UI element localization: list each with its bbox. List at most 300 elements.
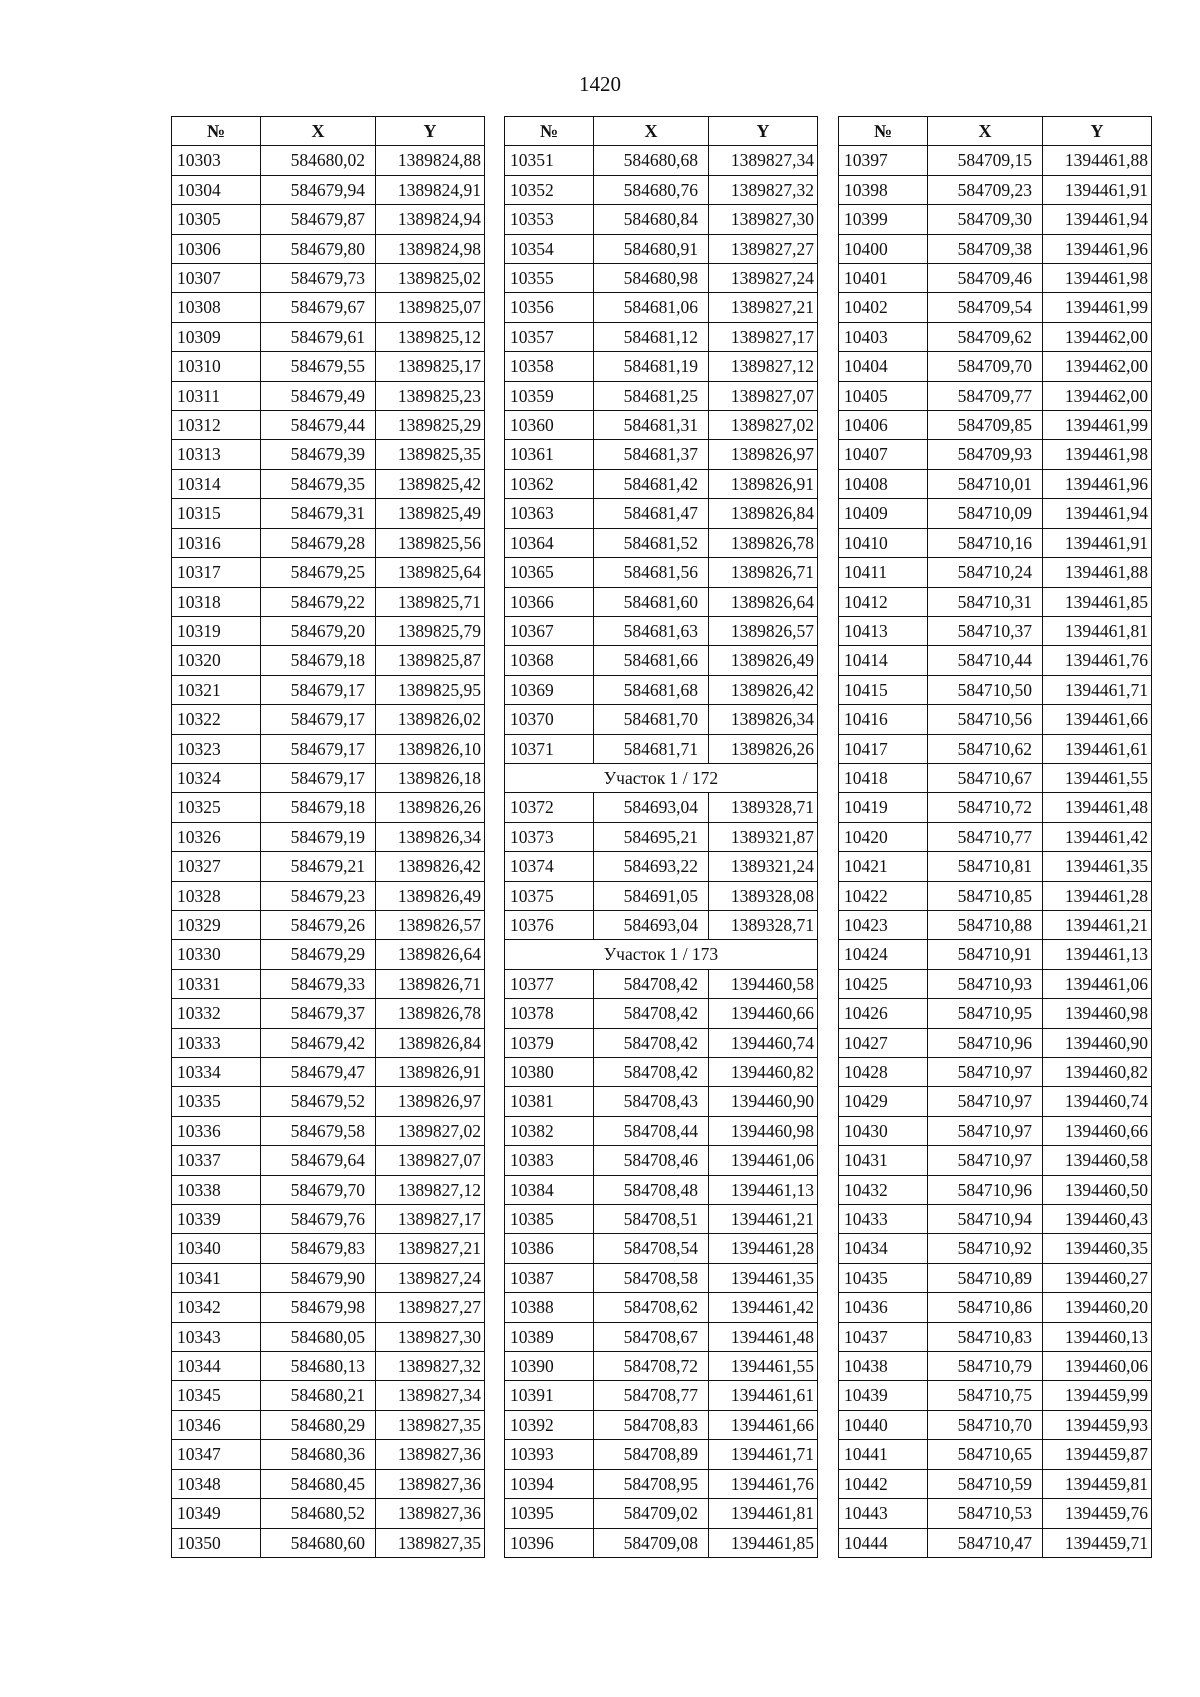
x-coordinate-cell: 584679,42 <box>261 1028 376 1057</box>
point-number-cell: 10441 <box>839 1440 928 1469</box>
x-coordinate-cell: 584679,37 <box>261 999 376 1028</box>
y-coordinate-cell: 1394460,35 <box>1043 1234 1152 1263</box>
table-row <box>172 881 485 910</box>
header-y: Y <box>1043 117 1152 146</box>
point-number-cell: 10352 <box>505 175 594 204</box>
x-coordinate-cell: 584681,19 <box>594 352 709 381</box>
point-number-cell: 10358 <box>505 352 594 381</box>
point-number-cell: 10341 <box>172 1263 261 1292</box>
point-number-cell: 10426 <box>839 999 928 1028</box>
point-number-cell: 10405 <box>839 381 928 410</box>
x-coordinate-cell: 584679,80 <box>261 234 376 263</box>
y-coordinate-cell: 1389826,91 <box>709 469 818 498</box>
point-number-cell: 10412 <box>839 587 928 616</box>
table-row <box>172 1087 485 1116</box>
table-row <box>839 587 1152 616</box>
y-coordinate-cell: 1394461,35 <box>709 1263 818 1292</box>
x-coordinate-cell: 584681,37 <box>594 440 709 469</box>
x-coordinate-cell: 584679,29 <box>261 940 376 969</box>
x-coordinate-cell: 584679,17 <box>261 763 376 792</box>
table-row <box>505 440 818 469</box>
point-number-cell: 10414 <box>839 646 928 675</box>
table-row <box>505 1440 818 1469</box>
table-row <box>505 1469 818 1498</box>
point-number-cell: 10359 <box>505 381 594 410</box>
table-row <box>505 469 818 498</box>
coordinates-table-3 <box>838 116 1152 1558</box>
y-coordinate-cell: 1389827,30 <box>709 205 818 234</box>
x-coordinate-cell: 584695,21 <box>594 822 709 851</box>
table-row <box>839 469 1152 498</box>
table-row <box>172 1410 485 1439</box>
point-number-cell: 10328 <box>172 881 261 910</box>
table-row <box>839 411 1152 440</box>
table-row <box>172 1293 485 1322</box>
table-row <box>839 1499 1152 1528</box>
point-number-cell: 10404 <box>839 352 928 381</box>
x-coordinate-cell: 584709,02 <box>594 1499 709 1528</box>
point-number-cell: 10324 <box>172 763 261 792</box>
x-coordinate-cell: 584710,59 <box>928 1469 1043 1498</box>
point-number-cell: 10411 <box>839 558 928 587</box>
x-coordinate-cell: 584709,85 <box>928 411 1043 440</box>
header-y: Y <box>709 117 818 146</box>
table-row <box>172 1028 485 1057</box>
table-row <box>839 558 1152 587</box>
point-number-cell: 10356 <box>505 293 594 322</box>
x-coordinate-cell: 584708,72 <box>594 1352 709 1381</box>
y-coordinate-cell: 1389328,71 <box>709 910 818 939</box>
point-number-cell: 10408 <box>839 469 928 498</box>
point-number-cell: 10344 <box>172 1352 261 1381</box>
table-row <box>505 1352 818 1381</box>
table-row <box>839 1528 1152 1557</box>
point-number-cell: 10415 <box>839 675 928 704</box>
x-coordinate-cell: 584710,65 <box>928 1440 1043 1469</box>
y-coordinate-cell: 1389827,32 <box>709 175 818 204</box>
x-coordinate-cell: 584709,23 <box>928 175 1043 204</box>
y-coordinate-cell: 1394461,91 <box>1043 175 1152 204</box>
table-row <box>172 1205 485 1234</box>
point-number-cell: 10355 <box>505 264 594 293</box>
point-number-cell: 10369 <box>505 675 594 704</box>
table-row <box>505 793 818 822</box>
x-coordinate-cell: 584708,83 <box>594 1410 709 1439</box>
y-coordinate-cell: 1389328,71 <box>709 793 818 822</box>
point-number-cell: 10362 <box>505 469 594 498</box>
table-row <box>839 1381 1152 1410</box>
table-header-row <box>505 117 818 146</box>
y-coordinate-cell: 1394461,13 <box>1043 940 1152 969</box>
table-row <box>172 1440 485 1469</box>
point-number-cell: 10433 <box>839 1205 928 1234</box>
table-row <box>839 528 1152 557</box>
table-row <box>505 1087 818 1116</box>
point-number-cell: 10365 <box>505 558 594 587</box>
table-row <box>172 352 485 381</box>
point-number-cell: 10303 <box>172 146 261 175</box>
point-number-cell: 10321 <box>172 675 261 704</box>
x-coordinate-cell: 584708,48 <box>594 1175 709 1204</box>
y-coordinate-cell: 1389827,07 <box>709 381 818 410</box>
x-coordinate-cell: 584681,71 <box>594 734 709 763</box>
x-coordinate-cell: 584679,35 <box>261 469 376 498</box>
point-number-cell: 10311 <box>172 381 261 410</box>
point-number-cell: 10438 <box>839 1352 928 1381</box>
y-coordinate-cell: 1394461,35 <box>1043 852 1152 881</box>
y-coordinate-cell: 1389827,30 <box>376 1322 485 1351</box>
point-number-cell: 10354 <box>505 234 594 263</box>
x-coordinate-cell: 584693,04 <box>594 910 709 939</box>
y-coordinate-cell: 1389825,95 <box>376 675 485 704</box>
x-coordinate-cell: 584710,70 <box>928 1410 1043 1439</box>
table-row <box>839 352 1152 381</box>
x-coordinate-cell: 584680,76 <box>594 175 709 204</box>
y-coordinate-cell: 1389824,91 <box>376 175 485 204</box>
y-coordinate-cell: 1394460,82 <box>709 1058 818 1087</box>
table-row <box>172 1175 485 1204</box>
point-number-cell: 10337 <box>172 1146 261 1175</box>
x-coordinate-cell: 584680,05 <box>261 1322 376 1351</box>
x-coordinate-cell: 584709,70 <box>928 352 1043 381</box>
point-number-cell: 10428 <box>839 1058 928 1087</box>
y-coordinate-cell: 1394461,71 <box>709 1440 818 1469</box>
x-coordinate-cell: 584679,67 <box>261 293 376 322</box>
table-row <box>505 1293 818 1322</box>
table-row <box>839 205 1152 234</box>
point-number-cell: 10326 <box>172 822 261 851</box>
table-row <box>172 1499 485 1528</box>
table-row <box>505 852 818 881</box>
point-number-cell: 10345 <box>172 1381 261 1410</box>
y-coordinate-cell: 1394461,98 <box>1043 264 1152 293</box>
y-coordinate-cell: 1389827,24 <box>376 1263 485 1292</box>
table-row <box>839 322 1152 351</box>
table-row <box>172 146 485 175</box>
x-coordinate-cell: 584680,60 <box>261 1528 376 1557</box>
point-number-cell: 10389 <box>505 1322 594 1351</box>
point-number-cell: 10334 <box>172 1058 261 1087</box>
table-row <box>505 381 818 410</box>
point-number-cell: 10432 <box>839 1175 928 1204</box>
header-x: X <box>261 117 376 146</box>
x-coordinate-cell: 584710,95 <box>928 999 1043 1028</box>
table-row <box>172 234 485 263</box>
x-coordinate-cell: 584681,42 <box>594 469 709 498</box>
x-coordinate-cell: 584679,17 <box>261 734 376 763</box>
x-coordinate-cell: 584680,84 <box>594 205 709 234</box>
point-number-cell: 10353 <box>505 205 594 234</box>
table-row <box>172 1146 485 1175</box>
x-coordinate-cell: 584679,17 <box>261 675 376 704</box>
table-row <box>839 616 1152 645</box>
point-number-cell: 10305 <box>172 205 261 234</box>
table-row <box>505 999 818 1028</box>
x-coordinate-cell: 584680,68 <box>594 146 709 175</box>
y-coordinate-cell: 1389827,12 <box>376 1175 485 1204</box>
y-coordinate-cell: 1389826,71 <box>376 969 485 998</box>
y-coordinate-cell: 1394461,48 <box>1043 793 1152 822</box>
point-number-cell: 10425 <box>839 969 928 998</box>
table-row <box>172 440 485 469</box>
table-row <box>839 1469 1152 1498</box>
table-row <box>505 264 818 293</box>
x-coordinate-cell: 584679,18 <box>261 646 376 675</box>
y-coordinate-cell: 1394460,58 <box>709 969 818 998</box>
x-coordinate-cell: 584679,19 <box>261 822 376 851</box>
y-coordinate-cell: 1394461,99 <box>1043 293 1152 322</box>
section-row <box>505 763 818 792</box>
x-coordinate-cell: 584709,15 <box>928 146 1043 175</box>
table-row <box>839 1263 1152 1292</box>
y-coordinate-cell: 1389827,17 <box>376 1205 485 1234</box>
x-coordinate-cell: 584710,96 <box>928 1028 1043 1057</box>
point-number-cell: 10349 <box>172 1499 261 1528</box>
point-number-cell: 10421 <box>839 852 928 881</box>
x-coordinate-cell: 584708,67 <box>594 1322 709 1351</box>
point-number-cell: 10435 <box>839 1263 928 1292</box>
y-coordinate-cell: 1394461,76 <box>1043 646 1152 675</box>
table-row <box>172 175 485 204</box>
x-coordinate-cell: 584710,81 <box>928 852 1043 881</box>
y-coordinate-cell: 1389826,26 <box>376 793 485 822</box>
table-row <box>839 940 1152 969</box>
x-coordinate-cell: 584679,58 <box>261 1116 376 1145</box>
y-coordinate-cell: 1394461,21 <box>1043 910 1152 939</box>
table-row <box>505 1028 818 1057</box>
x-coordinate-cell: 584708,42 <box>594 1028 709 1057</box>
point-number-cell: 10318 <box>172 587 261 616</box>
y-coordinate-cell: 1394462,00 <box>1043 352 1152 381</box>
y-coordinate-cell: 1389825,56 <box>376 528 485 557</box>
y-coordinate-cell: 1389826,97 <box>376 1087 485 1116</box>
x-coordinate-cell: 584679,25 <box>261 558 376 587</box>
y-coordinate-cell: 1389827,17 <box>709 322 818 351</box>
y-coordinate-cell: 1389825,17 <box>376 352 485 381</box>
y-coordinate-cell: 1389826,34 <box>376 822 485 851</box>
point-number-cell: 10417 <box>839 734 928 763</box>
table-row <box>505 646 818 675</box>
table-row <box>839 175 1152 204</box>
point-number-cell: 10320 <box>172 646 261 675</box>
table-row <box>839 1175 1152 1204</box>
point-number-cell: 10393 <box>505 1440 594 1469</box>
y-coordinate-cell: 1394460,20 <box>1043 1293 1152 1322</box>
y-coordinate-cell: 1389827,36 <box>376 1499 485 1528</box>
x-coordinate-cell: 584679,98 <box>261 1293 376 1322</box>
header-x: X <box>928 117 1043 146</box>
point-number-cell: 10376 <box>505 910 594 939</box>
y-coordinate-cell: 1389827,35 <box>376 1410 485 1439</box>
x-coordinate-cell: 584709,77 <box>928 381 1043 410</box>
x-coordinate-cell: 584709,38 <box>928 234 1043 263</box>
table-row <box>839 852 1152 881</box>
y-coordinate-cell: 1394460,50 <box>1043 1175 1152 1204</box>
y-coordinate-cell: 1389827,35 <box>376 1528 485 1557</box>
y-coordinate-cell: 1394459,99 <box>1043 1381 1152 1410</box>
x-coordinate-cell: 584679,49 <box>261 381 376 410</box>
point-number-cell: 10368 <box>505 646 594 675</box>
point-number-cell: 10367 <box>505 616 594 645</box>
point-number-cell: 10312 <box>172 411 261 440</box>
x-coordinate-cell: 584710,44 <box>928 646 1043 675</box>
table-row <box>172 1381 485 1410</box>
y-coordinate-cell: 1394460,82 <box>1043 1058 1152 1087</box>
table-row <box>505 558 818 587</box>
table-row <box>172 528 485 557</box>
y-coordinate-cell: 1389825,42 <box>376 469 485 498</box>
x-coordinate-cell: 584680,02 <box>261 146 376 175</box>
point-number-cell: 10397 <box>839 146 928 175</box>
point-number-cell: 10370 <box>505 705 594 734</box>
x-coordinate-cell: 584709,30 <box>928 205 1043 234</box>
point-number-cell: 10406 <box>839 411 928 440</box>
table-row <box>839 822 1152 851</box>
y-coordinate-cell: 1394460,27 <box>1043 1263 1152 1292</box>
point-number-cell: 10440 <box>839 1410 928 1439</box>
y-coordinate-cell: 1394461,98 <box>1043 440 1152 469</box>
point-number-cell: 10332 <box>172 999 261 1028</box>
table-row <box>839 793 1152 822</box>
point-number-cell: 10394 <box>505 1469 594 1498</box>
y-coordinate-cell: 1389826,78 <box>709 528 818 557</box>
x-coordinate-cell: 584681,52 <box>594 528 709 557</box>
table-row <box>839 1352 1152 1381</box>
x-coordinate-cell: 584710,97 <box>928 1146 1043 1175</box>
x-coordinate-cell: 584681,68 <box>594 675 709 704</box>
x-coordinate-cell: 584680,13 <box>261 1352 376 1381</box>
point-number-cell: 10374 <box>505 852 594 881</box>
y-coordinate-cell: 1394459,71 <box>1043 1528 1152 1557</box>
table-row <box>172 940 485 969</box>
table-row <box>505 352 818 381</box>
y-coordinate-cell: 1394461,88 <box>1043 146 1152 175</box>
y-coordinate-cell: 1394461,96 <box>1043 234 1152 263</box>
point-number-cell: 10423 <box>839 910 928 939</box>
x-coordinate-cell: 584681,47 <box>594 499 709 528</box>
point-number-cell: 10427 <box>839 1028 928 1057</box>
point-number-cell: 10437 <box>839 1322 928 1351</box>
y-coordinate-cell: 1394461,66 <box>1043 705 1152 734</box>
point-number-cell: 10309 <box>172 322 261 351</box>
point-number-cell: 10313 <box>172 440 261 469</box>
point-number-cell: 10402 <box>839 293 928 322</box>
table-row <box>839 146 1152 175</box>
table-row <box>505 675 818 704</box>
point-number-cell: 10361 <box>505 440 594 469</box>
table-row <box>505 734 818 763</box>
point-number-cell: 10388 <box>505 1293 594 1322</box>
table-row <box>839 1087 1152 1116</box>
y-coordinate-cell: 1389826,10 <box>376 734 485 763</box>
point-number-cell: 10304 <box>172 175 261 204</box>
y-coordinate-cell: 1389826,57 <box>376 910 485 939</box>
y-coordinate-cell: 1394460,98 <box>709 1116 818 1145</box>
x-coordinate-cell: 584710,62 <box>928 734 1043 763</box>
x-coordinate-cell: 584710,91 <box>928 940 1043 969</box>
table-row <box>839 234 1152 263</box>
point-number-cell: 10348 <box>172 1469 261 1498</box>
table-row <box>839 1028 1152 1057</box>
x-coordinate-cell: 584710,96 <box>928 1175 1043 1204</box>
x-coordinate-cell: 584681,06 <box>594 293 709 322</box>
x-coordinate-cell: 584708,95 <box>594 1469 709 1498</box>
table-row <box>505 1205 818 1234</box>
table-row <box>505 1410 818 1439</box>
y-coordinate-cell: 1394461,61 <box>709 1381 818 1410</box>
table-row <box>505 587 818 616</box>
point-number-cell: 10329 <box>172 910 261 939</box>
x-coordinate-cell: 584708,43 <box>594 1087 709 1116</box>
x-coordinate-cell: 584710,31 <box>928 587 1043 616</box>
point-number-cell: 10319 <box>172 616 261 645</box>
x-coordinate-cell: 584680,98 <box>594 264 709 293</box>
y-coordinate-cell: 1389328,08 <box>709 881 818 910</box>
section-title: Участок 1 / 172 <box>505 763 818 792</box>
point-number-cell: 10371 <box>505 734 594 763</box>
x-coordinate-cell: 584680,45 <box>261 1469 376 1498</box>
x-coordinate-cell: 584679,20 <box>261 616 376 645</box>
point-number-cell: 10322 <box>172 705 261 734</box>
point-number-cell: 10363 <box>505 499 594 528</box>
y-coordinate-cell: 1394461,81 <box>1043 616 1152 645</box>
point-number-cell: 10314 <box>172 469 261 498</box>
x-coordinate-cell: 584710,53 <box>928 1499 1043 1528</box>
x-coordinate-cell: 584679,26 <box>261 910 376 939</box>
y-coordinate-cell: 1394460,90 <box>1043 1028 1152 1057</box>
y-coordinate-cell: 1389826,84 <box>376 1028 485 1057</box>
table-row <box>505 528 818 557</box>
point-number-cell: 10357 <box>505 322 594 351</box>
x-coordinate-cell: 584679,39 <box>261 440 376 469</box>
y-coordinate-cell: 1389826,34 <box>709 705 818 734</box>
table-row <box>172 1234 485 1263</box>
point-number-cell: 10343 <box>172 1322 261 1351</box>
table-row <box>505 499 818 528</box>
y-coordinate-cell: 1389827,24 <box>709 264 818 293</box>
table-row <box>172 852 485 881</box>
point-number-cell: 10419 <box>839 793 928 822</box>
table-row <box>839 1146 1152 1175</box>
point-number-cell: 10386 <box>505 1234 594 1263</box>
header-number: № <box>839 117 928 146</box>
y-coordinate-cell: 1394461,42 <box>1043 822 1152 851</box>
y-coordinate-cell: 1394460,58 <box>1043 1146 1152 1175</box>
y-coordinate-cell: 1389827,02 <box>376 1116 485 1145</box>
y-coordinate-cell: 1389827,32 <box>376 1352 485 1381</box>
y-coordinate-cell: 1389827,07 <box>376 1146 485 1175</box>
y-coordinate-cell: 1389827,27 <box>709 234 818 263</box>
x-coordinate-cell: 584681,66 <box>594 646 709 675</box>
point-number-cell: 10413 <box>839 616 928 645</box>
x-coordinate-cell: 584710,79 <box>928 1352 1043 1381</box>
y-coordinate-cell: 1394459,93 <box>1043 1410 1152 1439</box>
point-number-cell: 10327 <box>172 852 261 881</box>
y-coordinate-cell: 1389824,98 <box>376 234 485 263</box>
y-coordinate-cell: 1389827,27 <box>376 1293 485 1322</box>
x-coordinate-cell: 584710,83 <box>928 1322 1043 1351</box>
y-coordinate-cell: 1389826,49 <box>709 646 818 675</box>
table-row <box>172 646 485 675</box>
table-row <box>172 734 485 763</box>
table-row <box>839 1322 1152 1351</box>
x-coordinate-cell: 584709,93 <box>928 440 1043 469</box>
table-row <box>505 1322 818 1351</box>
point-number-cell: 10382 <box>505 1116 594 1145</box>
y-coordinate-cell: 1389825,07 <box>376 293 485 322</box>
y-coordinate-cell: 1389826,71 <box>709 558 818 587</box>
point-number-cell: 10340 <box>172 1234 261 1263</box>
